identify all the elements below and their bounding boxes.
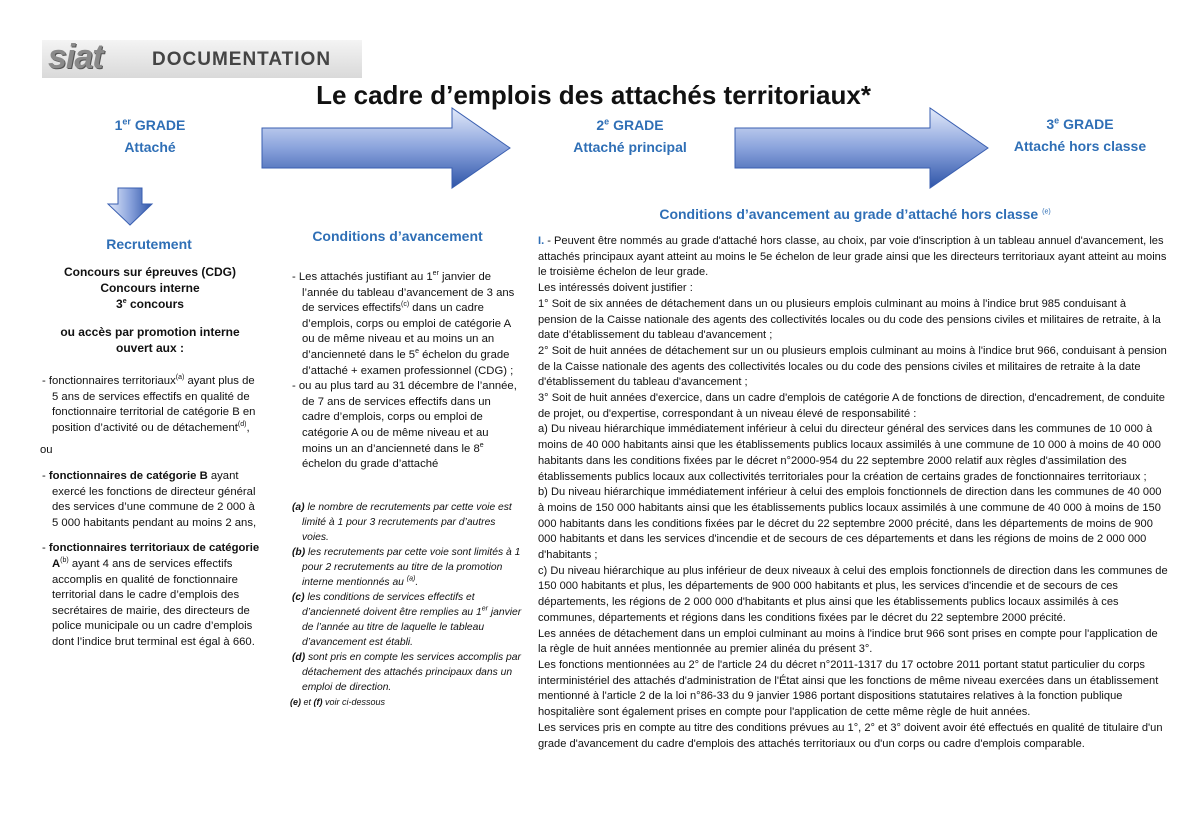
paragraph: Les intéressés doivent justifier : (538, 282, 693, 295)
paragraph: I. - Peuvent être nommés au grade d'attaché hors classe, au choix, par voie d'inscription à un tableau annuel d'avancement, les attachés principaux ayant atteint au moins le 5e échelon de leur grade ainsi que les directeurs territoriaux ayant atteint au moins le troisième échelon de leur grade. (538, 235, 1167, 279)
paragraph: 3° Soit de huit années d'exercice, dans un cadre d'emplois de catégorie A de fonctions de direction, d'encadrement, de conduite de projet, ou d'expertise, correspondant à un niveau élevé de responsabilité : (538, 392, 1165, 420)
page-title: Le cadre d’emplois des attachés territoriaux* (316, 80, 871, 110)
list-item: - ou au plus tard au 31 décembre de l’année, de 7 ans de services effectifs dans un cadre d’emplois, corps ou emploi de catégorie A ou de même niveau et au moins un an d’ancienneté dans le 8e échelon du grade d’attaché (292, 380, 517, 471)
concours-list: Concours sur épreuves (CDG) Concours interne 3e concours (63, 265, 237, 311)
footnote-a: (a) le nombre de recrutements par cette voie est limité à 1 pour 3 recrutements par d’autres voies. (292, 502, 512, 543)
avancement-conditions (290, 270, 520, 473)
avancement-heading: Conditions d’avancement (312, 228, 483, 244)
list-item: - fonctionnaires territoriaux$^{(a)}$ ayant plus de 5 ans de services effectifs en qualité de fonctionnaire territorial de catégorie B en position d’activité ou de détachement$^{(d)}$, (42, 374, 256, 434)
grade-1-name: Attaché (124, 139, 176, 155)
list-item: - fonctionnaires territoriaux de catégorie $A^{(b)}$ ayant 4 ans de services effectifs accomplis en qualité de fonctionnaire territorial dans le cadre d’emplois des secrétaires de mairie, des directeurs de police municipale ou un cadre d’emplois dont l’indice brut terminal est égal à 660. (42, 542, 260, 648)
paragraph: Les fonctions mentionnées au 2° de l'article 24 du décret n°2011-1317 du 17 octobre 2011 portant statut particulier du corps interministériel des attachés d'administration de l'État ainsi que les fonctions de même niveau exercées dans un établissement mentionné à l'article 2 de la loi n°86-33 du 9 janvier 1986 portant dispositions statutaires relatives à la fonction publique hospitalière sont également prises en compte pour l'application de cette même règle de huit années. (538, 658, 1159, 719)
grade-1: 1er GRADE Attaché (75, 114, 225, 158)
paragraph: 2° Soit de huit années de détachement sur un ou plusieurs emplois culminant au moins à l'indice brut 966, conduisant à pension de la Caisse nationale des agents des collectivités locales ou du code des pensions civiles et militaires de retraite à la date d'établissement du tableau d'avancement ; (538, 344, 1167, 389)
paragraph: a) Du niveau hiérarchique immédiatement inférieur à celui du directeur général des services dans les communes de 10 000 à moins de 40 000 habitants ainsi que les établissements publics locaux assimilés à une commune de 10 000 à moins de 40 000 habitants dans les conditions fixées par le décret n°2000-954 du 22 septembre 2000 relatif aux règles d'assimilation des établissements publics locaux aux collectivités territoriales pour la création de certains grades de fonctionnaires territoriaux ; (538, 423, 1161, 483)
paragraph: 1° Soit de six années de détachement dans un ou plusieurs emplois culminant au moins à l'indice brut 985 conduisant à pension de la Caisse nationale des agents des collectivités locales ou du code des pensions civiles et militaires de retraite, à la date d'établissement du tableau d'avancement ; (538, 297, 1161, 342)
footnote-c: (c) les conditions de services effectifs et d’ancienneté doivent être remplies au 1er janvier de l’année au titre de laquelle le tableau d’avancement est établi. (292, 592, 522, 648)
hors-classe-body (538, 234, 1168, 752)
arrow-down-icon (108, 188, 152, 226)
paragraph: Les services pris en compte au titre des conditions prévues au 1°, 2° et 3° doivent avoir été effectués en qualité de titulaire d'un grade d'avancement du cadre d'emplois des attachés territoriaux ou d'un corps ou cadre d'emplois comparable. (538, 721, 1163, 750)
footnote-e-f: (e) et (f) voir ci-dessous (290, 697, 386, 707)
hors-classe-heading: Conditions d’avancement au grade d’attaché hors classe $^{(e)}$ (659, 206, 1051, 222)
arrow-right-icon (735, 106, 990, 191)
promotion-interne: ou accès par promotion interne ouvert aux : (60, 325, 240, 355)
paragraph: b) Du niveau hiérarchique immédiatement inférieur à celui des emplois fonctionnels de direction dans les communes de 40 000 à moins de 150 000 habitants ainsi que les établissements publics locaux assimilés à une commune de 40 000 à moins de 150 000 habitants dans les conditions fixées par le décret du 22 septembre 2000 précité, dans les départements de moins de 900 000 habitants et dans les services d'incendie et de secours de ces départements et dans les régions de moins de 2 000 000 d'habitants ; (538, 486, 1162, 562)
grade-2: 2e GRADE Attaché principal (540, 114, 720, 158)
recrutement-items (40, 374, 264, 651)
grade-3: 3e GRADE Attaché hors classe (995, 113, 1165, 157)
list-item: - Les attachés justifiant au 1er janvier de l’année du tableau d’avancement de 3 ans de services effectifs$^{(c)}$ dans un cadre d’emplois, corps ou emploi de catégorie A ou de même niveau et au moins un an d’ancienneté dans le 5e échelon du grade d’attaché + examen professionnel (CDG) ; (292, 270, 515, 377)
paragraph: Les années de détachement dans un emploi culminant au moins à l'indice brut 966 sont prises en compte pour l'application de la règle de huit années mentionnée au premier alinéa du présent 3°. (538, 627, 1158, 656)
footnote-d: (d) sont pris en compte les services accomplis par détachement des attachés principaux dans un emploi de direction. (292, 652, 521, 693)
arrow-right-icon (262, 106, 512, 191)
grade-3-name: Attaché hors classe (1013, 138, 1147, 154)
recrutement-heading: Recrutement (106, 236, 192, 252)
footnote-b: (b) les recrutements par cette voie sont limités à 1 pour 2 recrutements au titre de la promotion interne mentionnés au $^{(a)}$. (292, 547, 521, 588)
logo-word: DOCUMENTATION (152, 49, 332, 70)
logo (42, 40, 362, 78)
grade-2-name: Attaché principal (573, 139, 687, 155)
ou-text: ou (40, 444, 53, 457)
logo-mark: siat (48, 38, 103, 76)
list-item: - fonctionnaires de catégorie B ayant exercé les fonctions de directeur général des services d’une commune de 2 000 à 5 000 habitants pendant au moins 2 ans, (42, 469, 257, 529)
paragraph: c) Du niveau hiérarchique au plus inférieur de deux niveaux à celui des emplois fonctionnels de direction dans les communes de 150 000 habitants et plus, les départements de 900 000 habitants et plus, les services d'incendie et de secours de ces départements, les régions de 2 000 000 d'habitants et plus ainsi que les établissements publics locaux assimilés à ces communes, départements et régions dans les conditions fixées par le décret du 22 septembre 2000 précité. (538, 564, 1168, 624)
footnotes (290, 500, 525, 710)
